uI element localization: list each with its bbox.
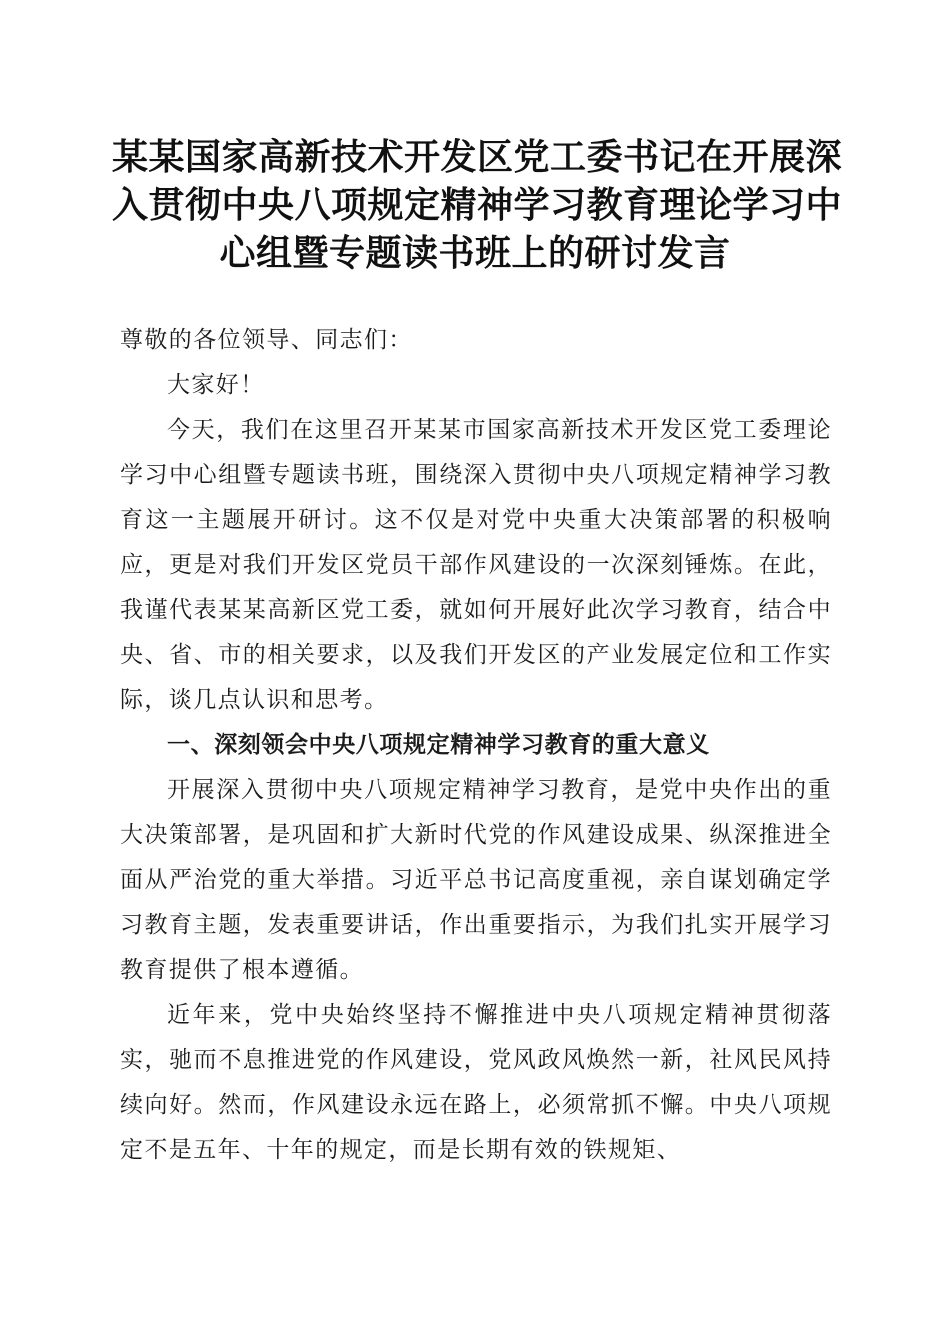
salutation: 尊敬的各位领导、同志们： (120, 327, 413, 353)
document-title (112, 133, 843, 277)
section-heading-1: 一、深刻领会中央八项规定精神学习教育的重大意义 (167, 732, 710, 758)
greeting: 大家好！ (167, 372, 265, 398)
title-line-2: 入贯彻中央八项规定精神学习教育理论学习中 (112, 184, 843, 226)
title-line-3: 心组暨专题读书班上的研讨发言 (219, 232, 731, 274)
section1-paragraph-2: 近年来，党中央始终坚持不懈推进中央八项规定精神贯彻落实，驰而不息推进党的作风建设，党风政风焕然一新，社风民风持续向好。然而，作风建设永远在路上，必须常抓不懈。中央八项规定不是五年、十年的规定，而是长期有效的铁规矩、 (120, 1002, 832, 1163)
document-body (120, 318, 832, 1173)
intro-paragraph: 今天，我们在这里召开某某市国家高新技术开发区党工委理论学习中心组暨专题读书班，围绕深入贯彻中央八项规定精神学习教育这一主题展开研讨。这不仅是对党中央重大决策部署的积极响应，更是对我们开发区党员干部作风建设的一次深刻锤炼。在此，我谨代表某某高新区党工委，就如何开展好此次学习教育，结合中央、省、市的相关要求，以及我们开发区的产业发展定位和工作实际，谈几点认识和思考。 (120, 417, 832, 713)
section1-paragraph-1: 开展深入贯彻中央八项规定精神学习教育，是党中央作出的重大决策部署，是巩固和扩大新时代党的作风建设成果、纵深推进全面从严治党的重大举措。习近平总书记高度重视，亲自谋划确定学习教育主题，发表重要讲话，作出重要指示，为我们扎实开展学习教育提供了根本遵循。 (120, 777, 832, 983)
title-line-1: 某某国家高新技术开发区党工委书记在开展深 (112, 136, 843, 178)
